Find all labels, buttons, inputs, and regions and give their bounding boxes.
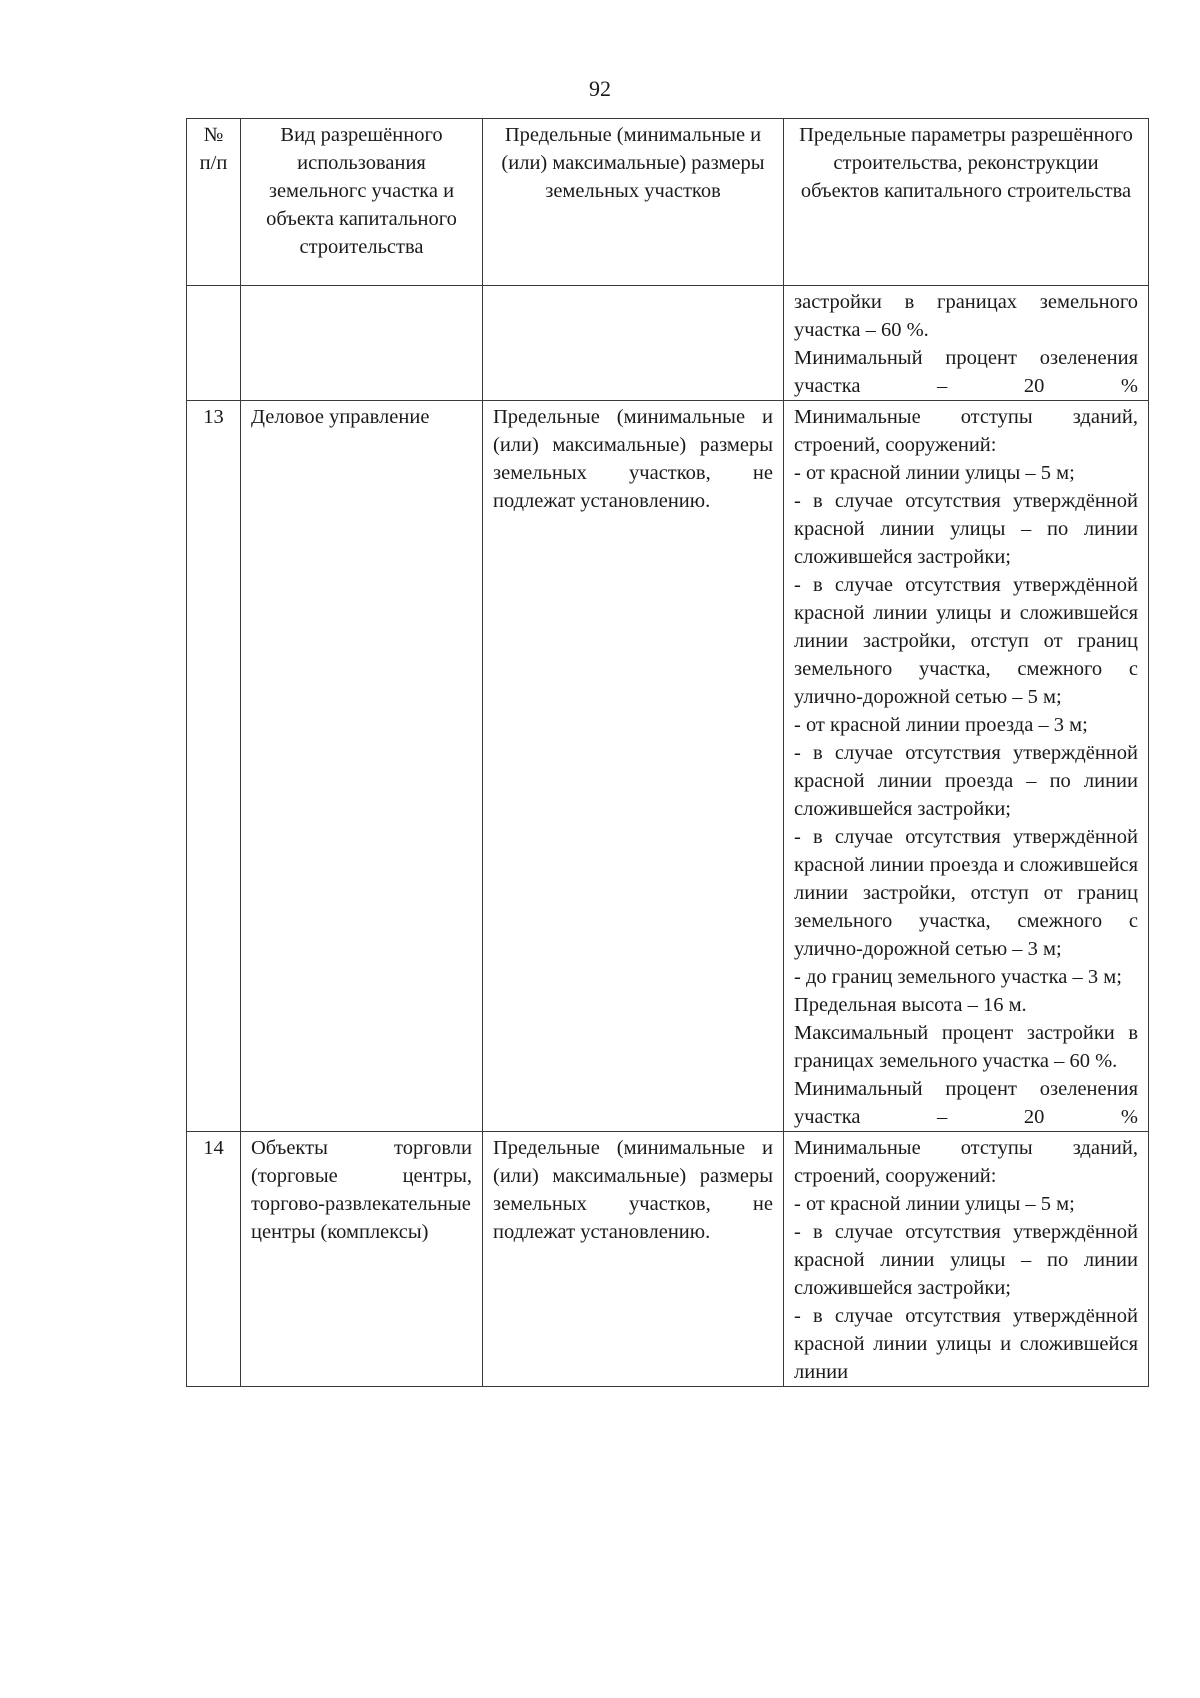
regulations-table	[186, 118, 1149, 1387]
param-paragraph: - в случае отсутствия утверждённой красной линии улицы – по линии сложившейся застройки;	[794, 1221, 1138, 1299]
param-paragraph: Минимальный процент озеленения участка – 20 %	[794, 1078, 1138, 1128]
param-paragraph: застройки в границах земельного участка – 60 %.	[794, 291, 1138, 341]
header-number: № п/п	[187, 119, 241, 286]
param-paragraph: - в случае отсутствия утверждённой красной линии улицы и сложившейся линии	[794, 1305, 1138, 1383]
param-paragraph: Минимальные отступы зданий, строений, сооружений:	[794, 1137, 1138, 1187]
param-paragraph: Максимальный процент застройки в границах земельного участка – 60 %.	[794, 1022, 1138, 1072]
header-use-type: Вид разрешённого использования земельногс участка и объекта капитального строительства	[241, 119, 483, 286]
table-header-row	[187, 119, 1149, 286]
cell-plot-sizes: Предельные (минимальные и (или) максимальные) размеры земельных участков, не подлежат установлению.	[483, 1132, 784, 1387]
cell-build-params	[784, 401, 1149, 1132]
header-plot-sizes: Предельные (минимальные и (или) максимальные) размеры земельных участков	[483, 119, 784, 286]
cell-use-type-empty	[241, 286, 483, 401]
cell-number-empty	[187, 286, 241, 401]
cell-build-params	[784, 1132, 1149, 1387]
cell-number: 14	[187, 1132, 241, 1387]
param-paragraph: - в случае отсутствия утверждённой красной линии проезда – по линии сложившейся застройки;	[794, 742, 1138, 820]
table-row-continuation	[187, 286, 1149, 401]
param-paragraph: - до границ земельного участка – 3 м;	[794, 966, 1122, 988]
param-paragraph: - в случае отсутствия утверждённой красной линии улицы – по линии сложившейся застройки;	[794, 490, 1138, 568]
header-build-params: Предельные параметры разрешённого строительства, реконструкции объектов капитального строительства	[784, 119, 1149, 286]
param-paragraph: - от красной линии улицы – 5 м;	[794, 462, 1075, 484]
cell-plot-sizes: Предельные (минимальные и (или) максимальные) размеры земельных участков, не подлежат установлению.	[483, 401, 784, 1132]
param-paragraph: - от красной линии улицы – 5 м;	[794, 1193, 1075, 1215]
param-paragraph: - в случае отсутствия утверждённой красной линии улицы и сложившейся линии застройки, отступ от границ земельного участка, смежного с улично-дорожной сетью – 5 м;	[794, 574, 1138, 708]
cell-plot-sizes-empty	[483, 286, 784, 401]
param-paragraph: Минимальные отступы зданий, строений, сооружений:	[794, 406, 1138, 456]
cell-build-params-continuation	[784, 286, 1149, 401]
table-row-13	[187, 401, 1149, 1132]
param-paragraph: Минимальный процент озеленения участка – 20 %	[794, 347, 1138, 397]
param-paragraph: Предельная высота – 16 м.	[794, 994, 1027, 1016]
param-paragraph: - от красной линии проезда – 3 м;	[794, 714, 1088, 736]
table-row-14	[187, 1132, 1149, 1387]
param-paragraph: - в случае отсутствия утверждённой красной линии проезда и сложившейся линии застройки, отступ от границ земельного участка, смежного с улично-дорожной сетью – 3 м;	[794, 826, 1138, 960]
page-number: 92	[589, 76, 611, 101]
cell-use-type: Деловое управление	[241, 401, 483, 1132]
cell-use-type: Объекты торговли (торговые центры, торгово-развлекательные центры (комплексы)	[241, 1132, 483, 1387]
cell-number: 13	[187, 401, 241, 1132]
